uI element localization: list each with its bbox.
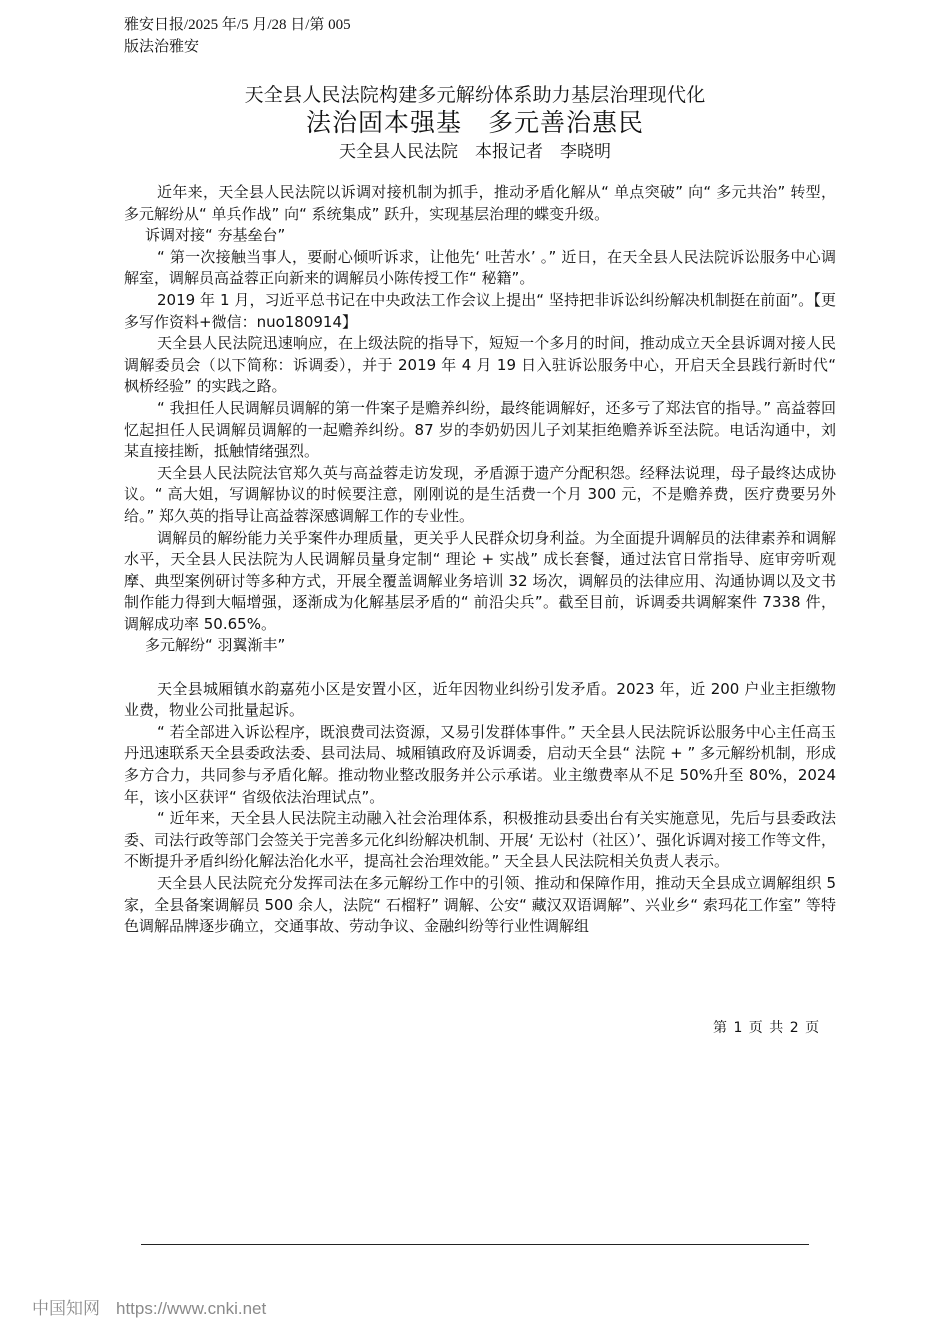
article-body	[124, 182, 836, 938]
cnki-brand: 中国知网	[32, 1299, 100, 1318]
paragraph: “ 第一次接触当事人，要耐心倾听诉求，让他先‘ 吐苦水’ 。” 近日，在天全县人民法院诉讼服务中心调解室，调解员高益蓉正向新来的调解员小陈传授工作“ 秘籍”。	[124, 247, 836, 288]
paragraph: 天全县人民法院法官郑久英与高益蓉走访发现，矛盾源于遗产分配积怨。经释法说理，母子最终达成协议。“ 高大姐，写调解协议的时候要注意，刚刚说的是生活费一个月 300 元，不是赡养费，医疗费要另外给。” 郑久英的指导让高益蓉深感调解工作的专业性。	[124, 463, 836, 525]
cnki-url-link[interactable]: https://www.cnki.net	[116, 1299, 267, 1318]
paragraph: 2019 年 1 月，习近平总书记在中央政法工作会议上提出“ 坚持把非诉讼纠纷解决机制挺在前面”。【更多写作资料+微信：nuo180914】	[124, 290, 836, 331]
paragraph: 天全县人民法院充分发挥司法在多元解纷工作中的引领、推动和保障作用，推动天全县成立调解组织 5 家，全县备案调解员 500 余人，法院“ 石榴籽” 调解、公安“ 藏汉双语调解”、兴业乡“ 索玛花工作室” 等特色调解品牌逐步确立，交通事故、劳动争议、金融纠纷等行业性调解组	[124, 874, 836, 936]
paragraph: 天全县人民法院迅速响应，在上级法院的指导下，短短一个多月的时间，推动成立天全县诉调对接人民调解委员会（以下简称：诉调委），并于 2019 年 4 月 19 日入驻诉讼服务中心，开启天全县践行新时代“ 枫桥经验” 的实践之路。	[124, 334, 836, 396]
blank-line	[124, 657, 836, 679]
article-title: 法治固本强基 多元善治惠民	[305, 108, 644, 137]
page-number: 第 1 页 共 2 页	[713, 1020, 821, 1036]
cnki-watermark	[32, 1294, 266, 1319]
paragraph: “ 我担任人民调解员调解的第一件案子是赡养纠纷，最终能调解好，还多亏了郑法官的指导。” 高益蓉回忆起担任人民调解员调解的一起赡养纠纷。87 岁的李奶奶因儿子刘某拒绝赡养诉至法院。电话沟通中，刘某直接挂断，抵触情绪强烈。	[124, 398, 836, 461]
paragraph: 调解员的解纷能力关乎案件办理质量，更关乎人民群众切身利益。为全面提升调解员的法律素养和调解水平，天全县人民法院为人民调解员量身定制“ 理论 + 实战” 成长套餐，通过法官日常指导、庭审旁听观摩、典型案例研讨等多种方式，开展全覆盖调解业务培训 32 场次，调解员的法律应用、沟通协调以及文书制作能力得到大幅增强，逐渐成为化解基层矛盾的“ 前沿尖兵”。截至目前，诉调委共调解案件 7338 件，调解成功率 50.65%。	[124, 528, 836, 633]
article-byline: 天全县人民法院 本报记者 李晓明	[339, 142, 611, 162]
paragraph: “ 若全部进入诉讼程序，既浪费司法资源，又易引发群体事件。” 天全县人民法院诉讼服务中心主任高玉丹迅速联系天全县委政法委、县司法局、城厢镇政府及诉调委，启动天全县“ 法院 + ” 多元解纷机制，形成多方合力，共同参与矛盾化解。推动物业整改服务并公示承诺。业主缴费率从不足 50%升至 80%，2024 年，该小区获评“ 省级依法治理试点”。	[124, 722, 836, 806]
article-subtitle: 天全县人民法院构建多元解纷体系助力基层治理现代化	[244, 84, 706, 106]
section-heading: 多元解纷“ 羽翼渐丰”	[145, 636, 286, 655]
source-line-2: 版法治雅安	[124, 39, 200, 55]
paragraph: “ 近年来，天全县人民法院主动融入社会治理体系，积极推动县委出台有关实施意见，先后与县委政法委、司法行政等部门会签关于完善多元化纠纷解决机制、开展‘ 无讼村（社区）’、强化诉调对接工作等文件，不断提升矛盾纠纷化解法治化水平，提高社会治理效能。” 天全县人民法院相关负责人表示。	[124, 809, 836, 871]
source-line-1: 雅安日报/2025 年/5 月/28 日/第 005	[124, 17, 351, 33]
section-heading: 诉调对接“ 夯基垒台”	[145, 226, 286, 245]
article-title-block	[0, 82, 950, 164]
footer-divider	[141, 1244, 809, 1245]
paragraph: 天全县城厢镇水韵嘉苑小区是安置小区，近年因物业纠纷引发矛盾。2023 年，近 200 户业主拒缴物业费，物业公司批量起诉。	[124, 679, 836, 720]
publication-source	[124, 14, 351, 58]
paragraph-intro: 近年来，天全县人民法院以诉调对接机制为抓手，推动矛盾化解从“ 单点突破” 向“ 多元共治” 转型，多元解纷从“ 单兵作战” 向“ 系统集成” 跃升，实现基层治理的蝶变升级。	[124, 183, 836, 223]
